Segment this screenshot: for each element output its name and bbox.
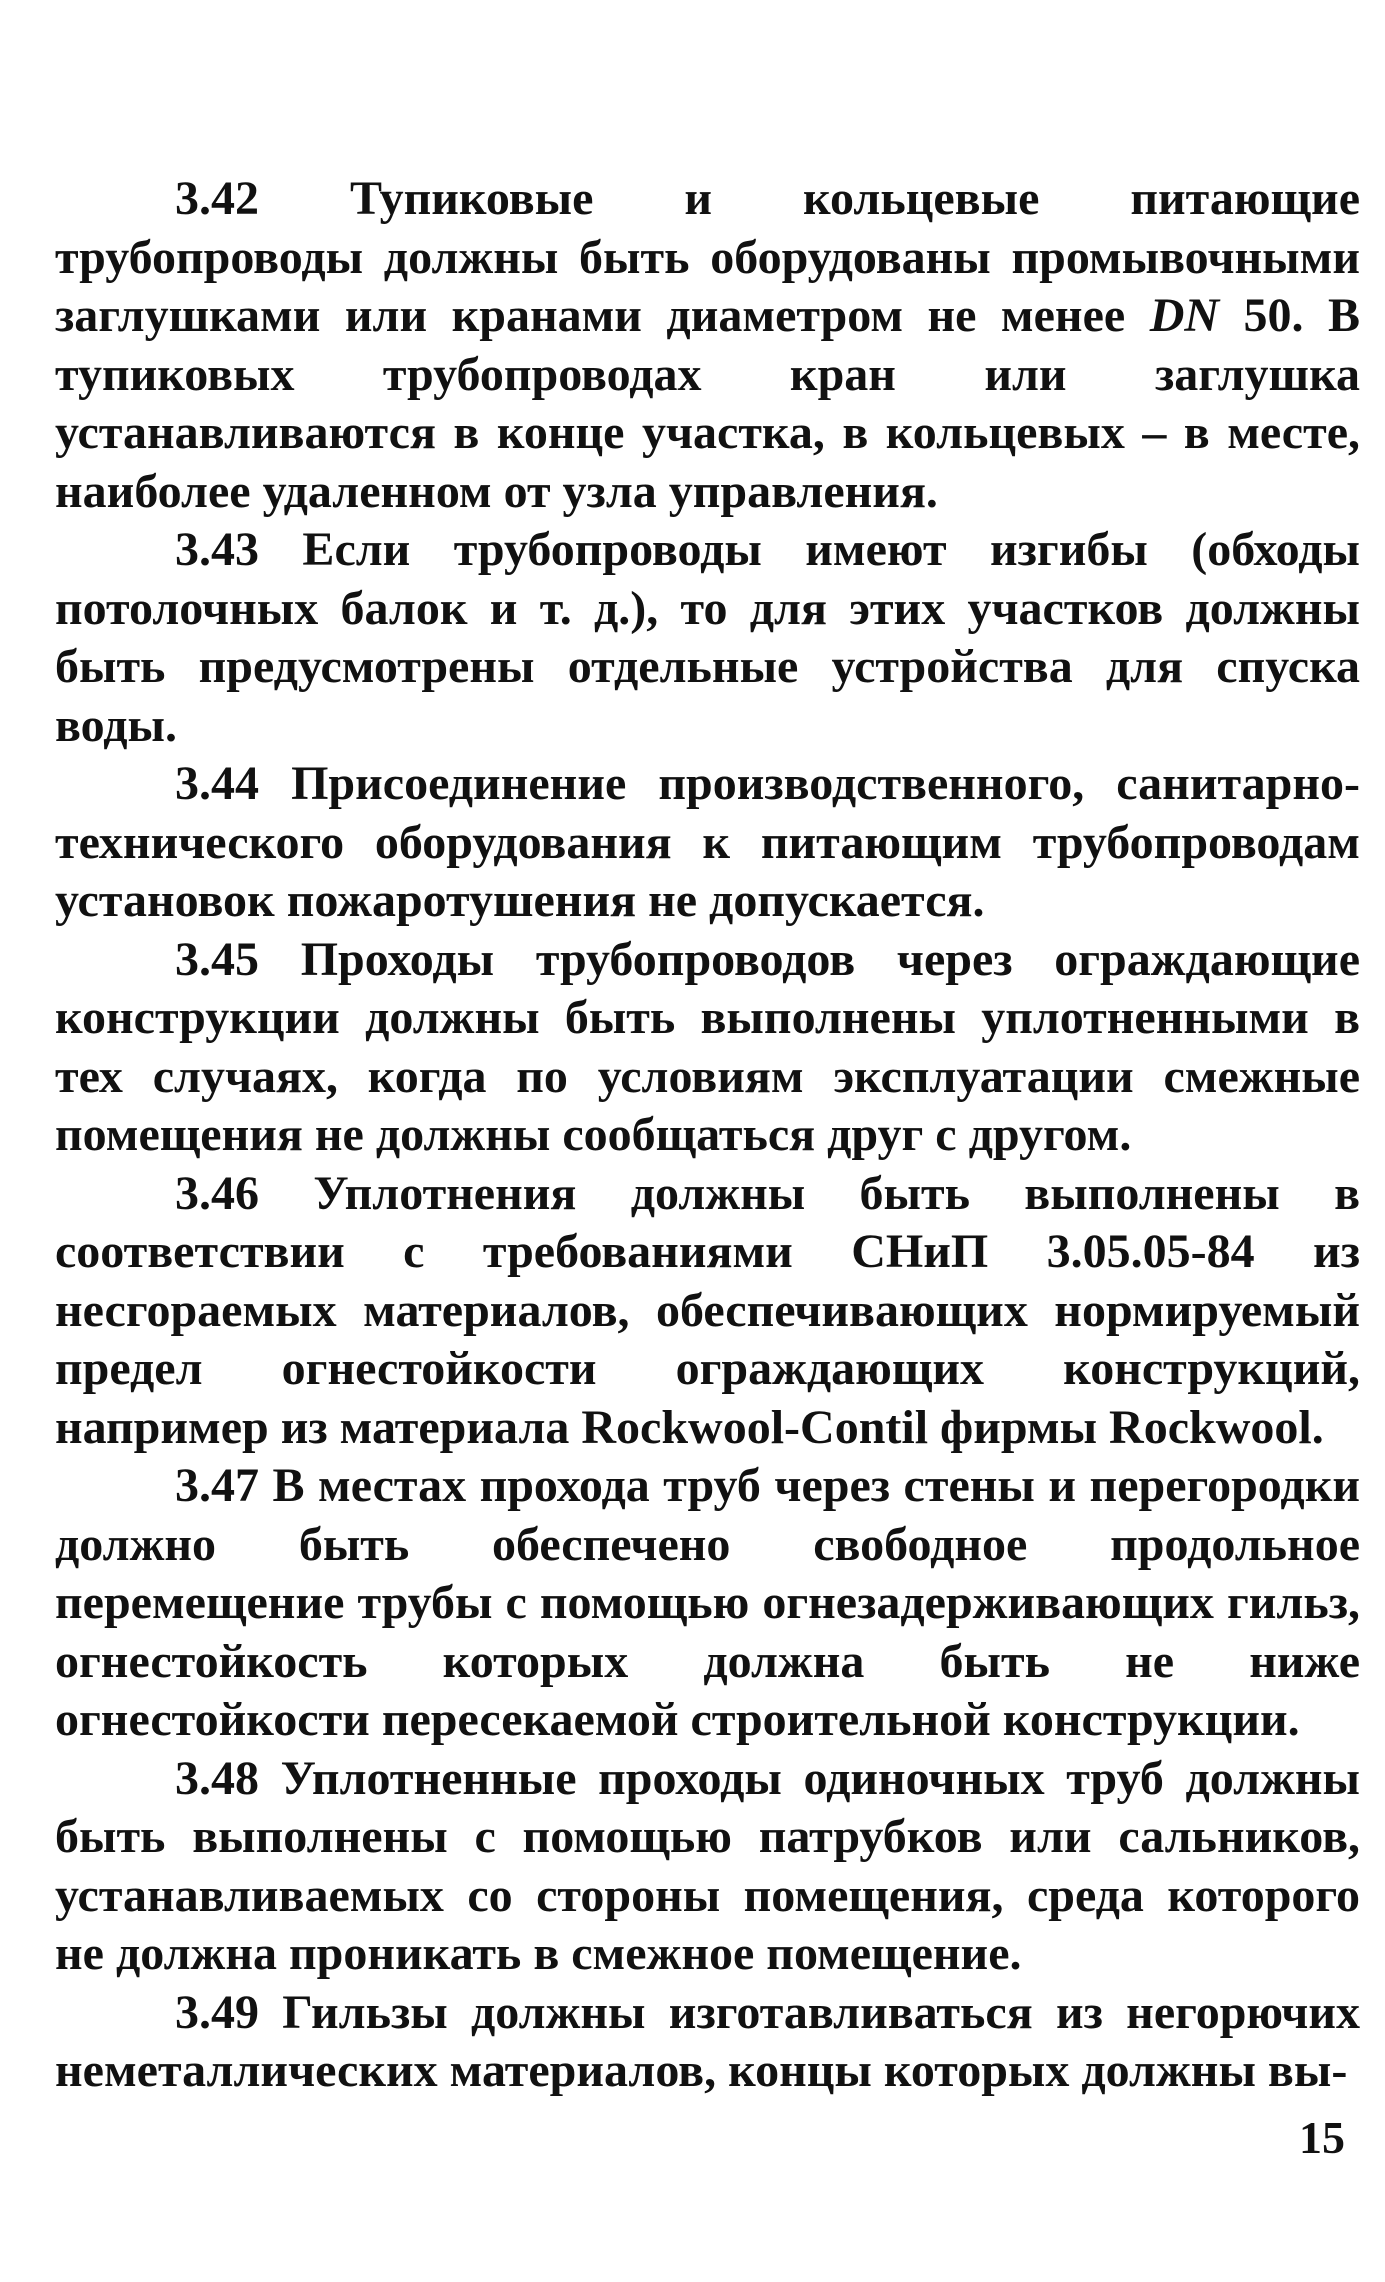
paragraph-3-42 [55, 170, 1360, 521]
paragraph-3-43: 3.43 Если трубопроводы имеют изгибы (обходы потолочных балок и т. д.), то для этих участков должны быть предусмотрены отдельные устройства для спуска воды. [55, 523, 1360, 752]
page-number: 15 [1299, 2112, 1345, 2163]
paragraph-3-48: 3.48 Уплотненные проходы одиночных труб должны быть выполнены с помощью патрубков или сальников, устанавливаемых со стороны помещения, среда которого не должна проникать в смежное помещение. [55, 1751, 1360, 1980]
paragraph-3-42-dn-symbol: DN [1149, 289, 1220, 342]
paragraph-3-46: 3.46 Уплотнения должны быть выполнены в соответствии с требованиями СНиП 3.05.05-84 из несгораемых материалов, обеспечивающих нормируемый предел огнестойкости ограждающих конструкций, например из материала Rockwool-Contil фирмы Rockwool. [55, 1166, 1360, 1454]
paragraph-3-42-text-end: 50. В тупиковых трубопроводах кран или заглушка устанавливаются в конце участка, в кольцевых – в месте, наиболее удаленном от узла управления. [55, 289, 1360, 518]
paragraph-3-49: 3.49 Гильзы должны изготавливаться из негорючих неметаллических материалов, концы которых должны вы- [55, 1985, 1360, 2097]
paragraph-3-47: 3.47 В местах прохода труб через стены и перегородки должно быть обеспечено свободное продольное перемещение трубы с помощью огнезадерживающих гильз, огнестойкость которых должна быть не ниже огнестойкости пересекаемой строительной конструкции. [55, 1459, 1360, 1746]
paragraph-3-42-text-start: 3.42 Тупиковые и кольцевые питающие трубопроводы должны быть оборудованы промывочными заглушками или кранами диаметром не менее [55, 172, 1360, 342]
paragraph-3-45: 3.45 Проходы трубопроводов через ограждающие конструкции должны быть выполнены уплотненными в тех случаях, когда по условиям эксплуатации смежные помещения не должны сообщаться друг с другом. [55, 932, 1360, 1161]
document-body [55, 170, 1360, 2101]
paragraph-3-44: 3.44 Присоединение производственного, санитарно-технического оборудования к питающим трубопроводам установок пожаротушения не допускается. [55, 757, 1360, 927]
